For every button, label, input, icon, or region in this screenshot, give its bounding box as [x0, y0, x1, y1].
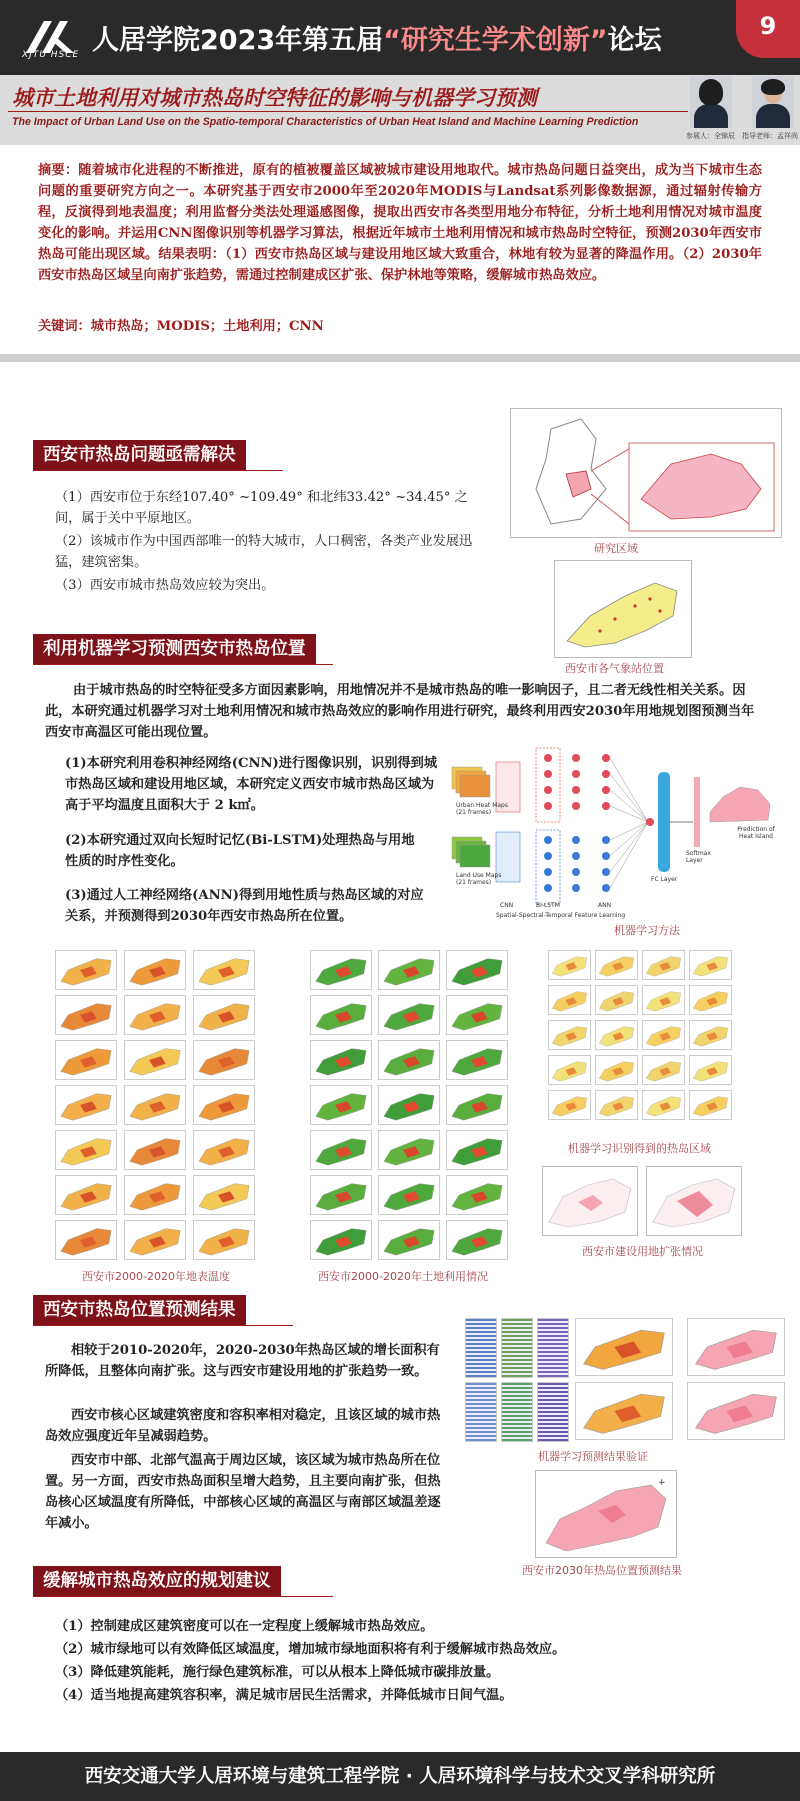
study-area-caption: 研究区域	[594, 542, 638, 555]
poster-title-cn: 城市土地利用对城市热岛时空特征的影响与机器学习预测	[12, 86, 537, 110]
abstract-text: 摘要：随着城市化进程的不断推进，原有的植被覆盖区域被城市建设用地取代。城市热岛问题日益突出，成为当下城市生态问题的重要研究方向之一。本研究基于西安市2000年至2020年MODIS与Landsat系列影像数据源，通过辐射传输方程，反演得到地表温度；利用监督分类法处理遥感图像，提取出西安市各类型用地分布特征，分析土地利用情况对城市温度变化的影响。并运用CNN图像识别等机器学习算法，根据近年城市土地利用情况和城市热岛时空特征，预测2030年西安市热岛可能出现区域。结果表明：（1）西安市热岛区域与建设用地区域大致重合，林地有较为显著的降温作用。（2）2030年西安市热岛区域呈向南扩张趋势，需通过控制建成区扩张、保护林地等策略，缓解城市热岛效应。	[38, 163, 762, 283]
map-thumbnail	[689, 1055, 732, 1085]
section1-item-2: （2）该城市作为中国西部唯一的特大城市，人口稠密，各类产业发展迅猛，建筑密集。	[55, 534, 473, 570]
map-thumbnail	[689, 950, 732, 980]
diagram-label-urban-heat: Urban Heat Maps (21 frames)	[456, 802, 508, 816]
validation-tile	[465, 1318, 497, 1378]
map-thumbnail	[446, 1085, 508, 1125]
map-thumbnail	[378, 1085, 440, 1125]
map-thumbnail	[124, 995, 186, 1035]
section4-item-2: （2）城市绿地可以有效降低区域温度，增加城市绿地面积将有利于缓解城市热岛效应。	[55, 1642, 566, 1657]
footer-institution: 西安交通大学人居环境与建筑工程学院 · 人居环境科学与技术交叉学科研究所	[0, 1752, 800, 1801]
weather-station-map	[554, 560, 692, 658]
diagram-label-learning: Spatial-Spectral-Temporal Feature Learning	[496, 912, 626, 919]
section3-para-1: 相较于2010-2020年，2020-2030年热岛区域的增长面积有所降低，且整体向南扩张。这与西安市建设用地的扩张趋势一致。	[45, 1343, 440, 1379]
map-thumbnail	[548, 950, 591, 980]
map-thumbnail	[446, 1220, 508, 1260]
map-thumbnail	[310, 950, 372, 990]
map-thumbnail	[310, 1085, 372, 1125]
map-thumbnail	[595, 985, 638, 1015]
section1-heading: 西安市热岛问题亟需解决	[33, 440, 246, 470]
section4-item-3: （3）降低建筑能耗，施行绿色建筑标准，可以从根本上降低城市碳排放量。	[55, 1665, 500, 1680]
map-thumbnail	[55, 1175, 117, 1215]
poster-number-badge: 9	[736, 0, 800, 58]
map-thumbnail	[548, 1090, 591, 1120]
map-thumbnail	[378, 950, 440, 990]
heat-island-grid-caption: 机器学习识别得到的热岛区域	[568, 1142, 711, 1155]
map-thumbnail	[124, 950, 186, 990]
section4-underline	[33, 1596, 333, 1597]
section3-underline	[33, 1325, 293, 1326]
validation-tile	[501, 1382, 533, 1442]
map-thumbnail	[55, 950, 117, 990]
diagram-label-softmax: Softmax Layer	[686, 850, 711, 864]
section4-heading: 缓解城市热岛效应的规划建议	[33, 1566, 281, 1596]
keywords: 关键词：城市热岛；MODIS；土地利用；CNN	[38, 319, 324, 334]
section1-underline	[33, 470, 283, 471]
map-thumbnail	[642, 1090, 685, 1120]
section4-item-4: （4）适当地提高建筑容积率，满足城市居民生活需求，并降低城市日间气温。	[55, 1688, 513, 1703]
validation-map	[575, 1318, 673, 1376]
map-thumbnail	[124, 1220, 186, 1260]
study-area-map	[510, 408, 782, 538]
logo-text: XJTU HSCE	[22, 50, 80, 60]
poster-title-en: The Impact of Urban Land Use on the Spatio-temporal Characteristics of Urban Heat Island and Machine Learning Prediction	[12, 116, 639, 128]
validation-tile	[537, 1382, 569, 1442]
map-thumbnail	[378, 1040, 440, 1080]
map-thumbnail	[124, 1040, 186, 1080]
advisor-photo	[752, 76, 794, 128]
map-thumbnail	[124, 1175, 186, 1215]
map-thumbnail	[446, 995, 508, 1035]
svg-text:+: +	[658, 1478, 666, 1488]
heat-island-2030-caption: 西安市2030年热岛位置预测结果	[522, 1564, 682, 1577]
ml-method-caption: 机器学习方法	[614, 924, 680, 937]
construction-land-caption: 西安市建设用地扩张情况	[582, 1245, 703, 1258]
section2-item-3: (3)通过人工神经网络(ANN)得到用地性质与热岛区域的对应关系，并预测得到2030年西安市热岛所在位置。	[65, 888, 424, 924]
map-thumbnail	[310, 1175, 372, 1215]
diagram-label-land-use: Land Use Maps (21 frames)	[456, 872, 502, 886]
map-thumbnail	[446, 1040, 508, 1080]
map-thumbnail	[642, 1020, 685, 1050]
map-thumbnail	[446, 1130, 508, 1170]
map-thumbnail	[193, 1085, 255, 1125]
map-thumbnail	[310, 1130, 372, 1170]
section3-para-3: 西安市中部、北部气温高于周边区域，该区域为城市热岛所在位置。另一方面，西安市热岛面积呈增大趋势，且主要向南扩张，但热岛核心区域温度有所降低，中部核心区域的高温区与南部区域温差逐年减小。	[45, 1453, 441, 1531]
validation-map	[687, 1382, 785, 1440]
section2-intro: 由于城市热岛的时空特征受多方面因素影响，用地情况并不是城市热岛的唯一影响因子，且二者无线性相关关系。因此，本研究通过机器学习对土地利用情况和城市热岛效应的影响作用进行研究，最终利用西安2030年用地规划图预测当年西安市高温区可能出现位置。	[45, 683, 755, 740]
map-thumbnail	[55, 995, 117, 1035]
map-thumbnail	[378, 1130, 440, 1170]
heat-island-2030-map	[535, 1470, 677, 1558]
map-thumbnail	[55, 1040, 117, 1080]
prediction-validation-figure	[465, 1318, 783, 1440]
map-thumbnail	[446, 950, 508, 990]
map-thumbnail	[446, 1175, 508, 1215]
section1-item-3: （3）西安市城市热岛效应较为突出。	[55, 578, 275, 593]
map-thumbnail	[548, 1055, 591, 1085]
diagram-label-fc: FC Layer	[651, 876, 678, 883]
section2-heading: 利用机器学习预测西安市热岛位置	[33, 634, 316, 664]
section2-underline	[33, 664, 333, 665]
photo-caption: 参展人：全锦辰 指导老师：孟祥尚	[686, 132, 798, 140]
map-thumbnail	[595, 1090, 638, 1120]
map-thumbnail	[595, 1055, 638, 1085]
heat-island-map-grid	[548, 950, 738, 1125]
lst-grid-caption: 西安市2000-2020年地表温度	[82, 1270, 230, 1283]
map-thumbnail	[310, 995, 372, 1035]
map-thumbnail	[55, 1085, 117, 1125]
map-thumbnail	[689, 1090, 732, 1120]
map-thumbnail	[193, 950, 255, 990]
section2-item-2: (2)本研究通过双向长短时记忆(Bi-LSTM)处理热岛与用地性质的时序性变化。	[65, 833, 415, 869]
presenter-photo	[690, 76, 732, 128]
construction-land-map-b	[646, 1166, 742, 1236]
map-thumbnail	[55, 1130, 117, 1170]
map-thumbnail	[642, 985, 685, 1015]
map-thumbnail	[642, 950, 685, 980]
map-thumbnail	[193, 1130, 255, 1170]
validation-tile	[465, 1382, 497, 1442]
ml-method-diagram	[448, 742, 793, 920]
map-thumbnail	[595, 1020, 638, 1050]
section4-item-1: （1）控制建成区建筑密度可以在一定程度上缓解城市热岛效应。	[55, 1619, 434, 1634]
validation-caption: 机器学习预测结果验证	[538, 1450, 648, 1463]
map-thumbnail	[193, 995, 255, 1035]
diagram-label-ann: ANN	[598, 902, 612, 909]
map-thumbnail	[378, 1220, 440, 1260]
map-thumbnail	[642, 1055, 685, 1085]
map-thumbnail	[193, 1220, 255, 1260]
map-thumbnail	[193, 1175, 255, 1215]
map-thumbnail	[124, 1130, 186, 1170]
landuse-grid-caption: 西安市2000-2020年土地利用情况	[318, 1270, 488, 1283]
diagram-label-cnn: CNN	[500, 902, 514, 909]
map-thumbnail	[378, 995, 440, 1035]
weather-station-caption: 西安市各气象站位置	[565, 662, 664, 675]
validation-map	[687, 1318, 785, 1376]
diagram-label-bilstm: Bi-LSTM	[536, 902, 560, 909]
validation-map	[575, 1382, 673, 1440]
map-thumbnail	[378, 1175, 440, 1215]
validation-tile	[501, 1318, 533, 1378]
section2-item-1: (1)本研究利用卷积神经网络(CNN)进行图像识别，识别得到城市热岛区域和建设用地区域，本研究定义西安市城市热岛区域为高于平均温度且面积大于 2 k㎡。	[65, 756, 438, 813]
construction-land-map-a	[542, 1166, 638, 1236]
section1-item-1: （1）西安市位于东经107.40° ~109.49° 和北纬33.42° ~34.45° 之间，属于关中平原地区。	[55, 490, 468, 526]
map-thumbnail	[548, 1020, 591, 1050]
map-thumbnail	[310, 1220, 372, 1260]
section3-heading: 西安市热岛位置预测结果	[33, 1295, 246, 1325]
section-divider	[0, 354, 800, 362]
map-thumbnail	[689, 985, 732, 1015]
diagram-label-prediction: Prediction of Heat Island	[737, 826, 775, 840]
map-thumbnail	[595, 950, 638, 980]
section3-para-2: 西安市核心区域建筑密度和容积率相对稳定，且该区域的城市热岛效应强度近年呈减弱趋势。	[45, 1408, 441, 1444]
title-underline	[8, 111, 688, 112]
landuse-map-grid	[310, 950, 510, 1262]
map-thumbnail	[310, 1040, 372, 1080]
map-thumbnail	[124, 1085, 186, 1125]
map-thumbnail	[193, 1040, 255, 1080]
map-thumbnail	[689, 1020, 732, 1050]
forum-title: 人居学院2023年第五届“研究生学术创新”论坛	[92, 25, 662, 56]
validation-tile	[537, 1318, 569, 1378]
map-thumbnail	[548, 985, 591, 1015]
map-thumbnail	[55, 1220, 117, 1260]
lst-map-grid	[55, 950, 257, 1262]
